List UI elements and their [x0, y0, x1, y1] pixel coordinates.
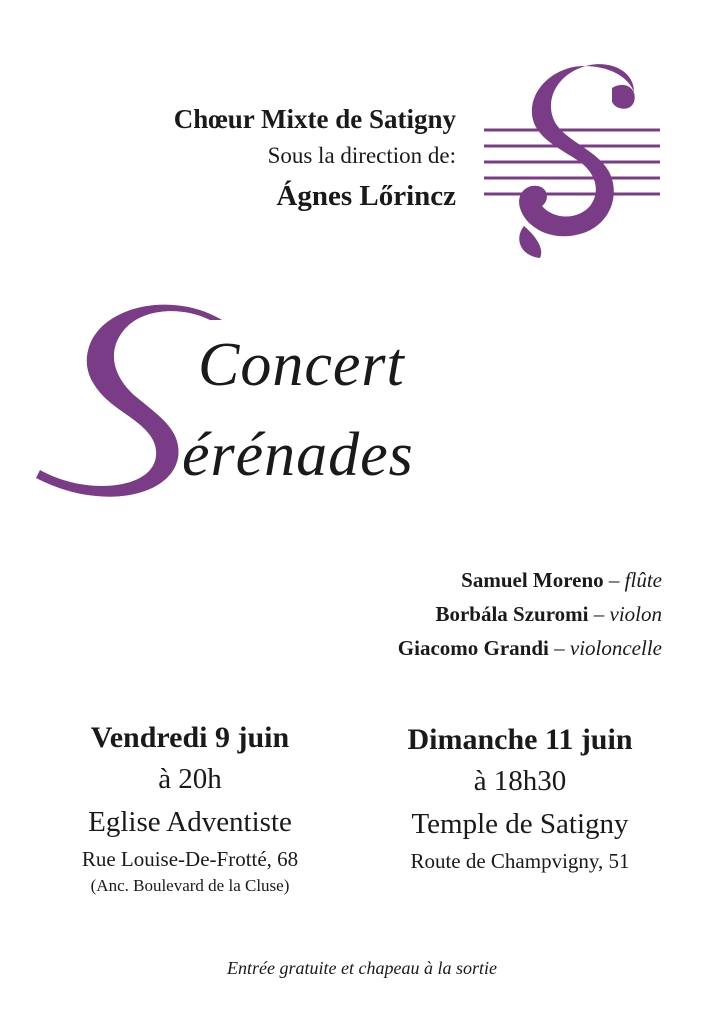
event-friday	[40, 718, 340, 898]
performer-row: Samuel Moreno – flûte	[461, 568, 662, 592]
performer-name: Samuel Moreno	[461, 568, 604, 592]
treble-clef-logo-icon	[484, 58, 660, 268]
performer-name: Giacomo Grandi	[397, 636, 549, 660]
event-address: Rue Louise-De-Frotté, 68	[81, 847, 299, 871]
performer-name: Borbála Szuromi	[435, 602, 589, 626]
direction-label: Sous la direction de:	[267, 143, 456, 168]
event-venue: Eglise Adventiste	[88, 806, 292, 838]
event-address: Route de Champvigny, 51	[410, 849, 630, 873]
performer-instrument: flûte	[624, 568, 662, 592]
event-time: à 20h	[158, 763, 222, 795]
performer-instrument: violoncelle	[569, 636, 662, 660]
event-venue: Temple de Satigny	[411, 808, 629, 840]
choir-name: Chœur Mixte de Satigny	[173, 104, 456, 134]
performer-instrument: violon	[609, 602, 662, 626]
event-address-note: (Anc. Boulevard de la Cluse)	[90, 876, 290, 895]
event-day: Dimanche 11 juin	[407, 723, 633, 756]
performer-row: Giacomo Grandi – violoncelle	[397, 636, 662, 660]
admission-note: Entrée gratuite et chapeau à la sortie	[227, 958, 497, 978]
performers-list	[398, 563, 662, 665]
event-time: à 18h30	[473, 765, 567, 797]
title-line-2: érénades	[182, 421, 414, 489]
event-day: Vendredi 9 juin	[90, 721, 290, 754]
performer-row: Borbála Szuromi – violon	[435, 602, 662, 626]
title-line-1: Concert	[198, 331, 405, 399]
director-name: Ágnes Lőrincz	[276, 180, 456, 212]
event-sunday	[360, 720, 680, 876]
